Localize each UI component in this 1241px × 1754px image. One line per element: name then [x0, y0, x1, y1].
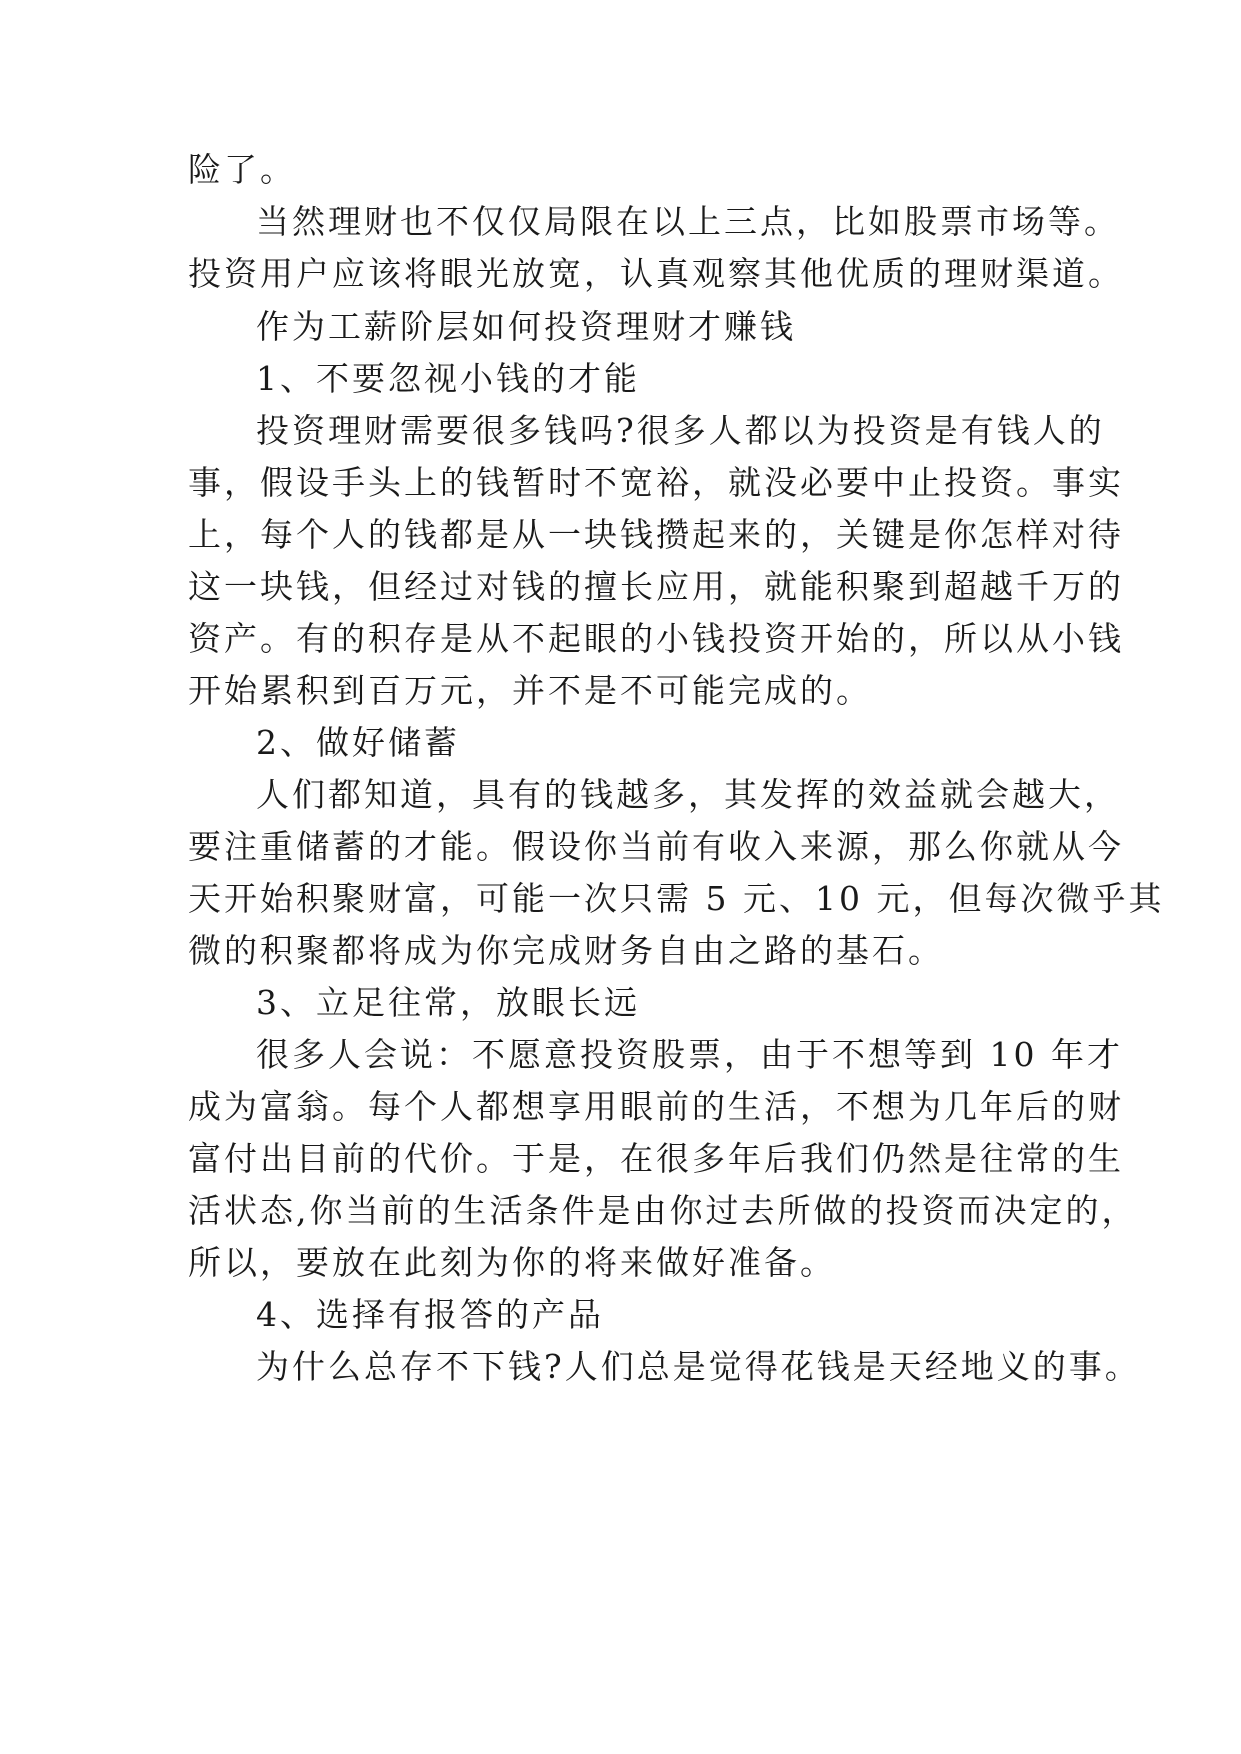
text-line: 为什么总存不下钱?人们总是觉得花钱是天经地义的事。: [256, 1347, 1141, 1386]
text-line: 很多人会说：不愿意投资股票，由于不想等到 10 年才: [256, 1035, 1123, 1074]
text-line: 活状态,你当前的生活条件是由你过去所做的投资而决定的，: [188, 1191, 1138, 1230]
text-line: 人们都知道，具有的钱越多，其发挥的效益就会越大，: [256, 775, 1120, 814]
text-line: 这一块钱，但经过对钱的擅长应用，就能积聚到超越千万的: [188, 567, 1124, 606]
heading: 1、不要忽视小钱的才能: [256, 359, 640, 398]
section-title: 作为工薪阶层如何投资理财才赚钱: [256, 307, 796, 346]
text-line: 资产。有的积存是从不起眼的小钱投资开始的，所以从小钱: [188, 619, 1124, 658]
text-line: 投资用户应该将眼光放宽，认真观察其他优质的理财渠道。: [188, 254, 1124, 293]
text-line: 富付出目前的代价。于是，在很多年后我们仍然是往常的生: [188, 1139, 1124, 1178]
text-line: 天开始积聚财富，可能一次只需 5 元、10 元，但每次微乎其: [188, 879, 1165, 918]
text-line: 险了。: [188, 150, 296, 189]
text-line: 微的积聚都将成为你完成财务自由之路的基石。: [188, 931, 944, 970]
heading: 3、立足往常，放眼长远: [256, 983, 640, 1022]
text-line: 开始累积到百万元，并不是不可能完成的。: [188, 671, 872, 710]
text-line: 投资理财需要很多钱吗?很多人都以为投资是有钱人的: [256, 411, 1105, 450]
text-line: 成为富翁。每个人都想享用眼前的生活，不想为几年后的财: [188, 1087, 1124, 1126]
text-line: 要注重储蓄的才能。假设你当前有收入来源，那么你就从今: [188, 827, 1124, 866]
heading: 4、选择有报答的产品: [256, 1295, 604, 1334]
text-line: 事，假设手头上的钱暂时不宽裕，就没必要中止投资。事实: [188, 463, 1124, 502]
text-line: 当然理财也不仅仅局限在以上三点，比如股票市场等。: [256, 202, 1120, 241]
text-line: 所以，要放在此刻为你的将来做好准备。: [188, 1243, 836, 1282]
heading: 2、做好储蓄: [256, 723, 460, 762]
text-line: 上，每个人的钱都是从一块钱攒起来的，关键是你怎样对待: [188, 515, 1124, 554]
